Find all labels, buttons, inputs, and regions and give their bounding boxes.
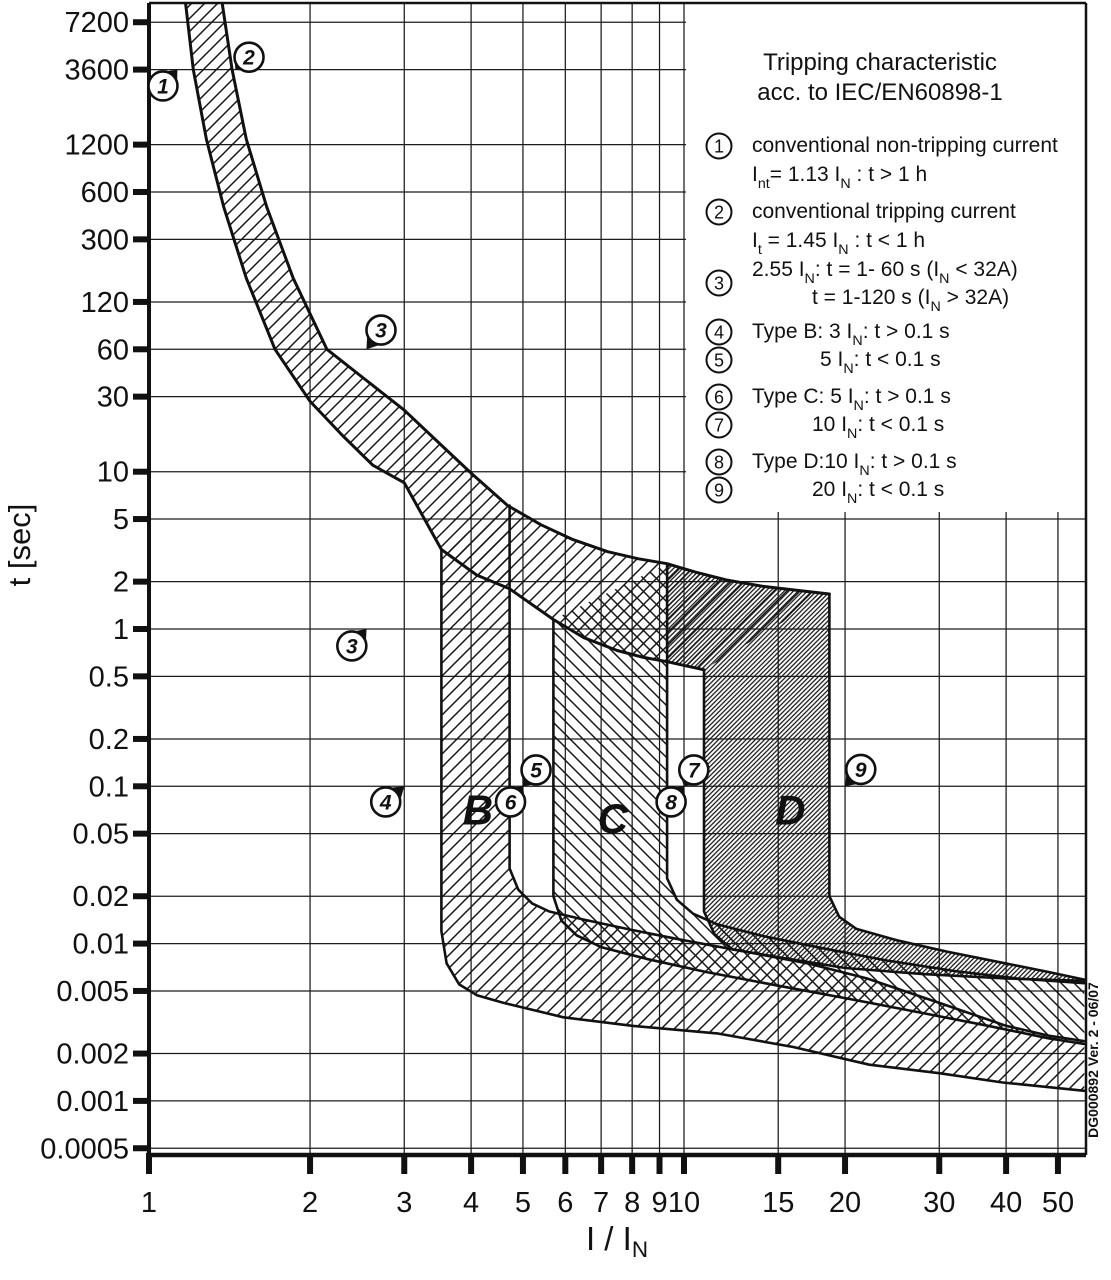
y-tick-label: 0.01 <box>72 928 129 961</box>
y-tick-label: 0.02 <box>72 881 129 914</box>
svg-text:8: 8 <box>665 791 677 815</box>
svg-text:3: 3 <box>713 273 725 294</box>
x-tick-label: 20 <box>828 1187 862 1219</box>
x-tick-label: 3 <box>396 1187 413 1219</box>
y-tick-label: 0.1 <box>88 771 129 804</box>
y-axis-title: t [sec] <box>2 503 37 587</box>
y-tick-label: 0.0005 <box>40 1133 129 1166</box>
y-tick-label: 0.05 <box>72 818 129 851</box>
svg-text:4: 4 <box>713 322 725 343</box>
y-tick-label: 2 <box>112 566 129 599</box>
svg-text:4: 4 <box>379 791 392 815</box>
svg-text:6: 6 <box>713 387 725 408</box>
x-tick-label: 15 <box>762 1187 795 1219</box>
x-tick-label: 1 <box>140 1187 158 1219</box>
svg-text:1: 1 <box>713 136 725 157</box>
y-tick-label: 3600 <box>64 54 129 87</box>
legend-item-text: Type B: 3 $I_N$: t > 0.1 s <box>752 320 950 349</box>
y-tick-label: 10 <box>96 456 129 489</box>
y-tick-label: 0.2 <box>88 723 129 756</box>
svg-text:9: 9 <box>713 480 725 501</box>
x-tick-label: 2 <box>301 1187 319 1219</box>
band-label-D: D <box>775 786 806 834</box>
svg-text:5: 5 <box>713 350 725 371</box>
svg-text:7: 7 <box>713 415 725 436</box>
svg-text:7: 7 <box>687 759 700 783</box>
marker-8 <box>657 786 686 816</box>
legend-item-text: 5 $I_N$: t < 0.1 s <box>820 348 941 377</box>
marker-9 <box>845 755 875 786</box>
legend-title-line: acc. to IEC/EN60898-1 <box>757 79 1003 106</box>
x-tick-label: 9 <box>651 1187 668 1219</box>
svg-text:2: 2 <box>243 46 255 70</box>
legend-item-text: 20 $I_N$: t < 0.1 s <box>812 478 945 507</box>
watermark: DG000892 Ver. 2 - 06/07 <box>1085 982 1101 1138</box>
y-tick-label: 30 <box>96 381 129 414</box>
legend-item-text: $I_{nt}= 1.13$ $I_N$ : t > 1 h <box>752 163 928 192</box>
y-tick-label: 0.5 <box>88 661 129 694</box>
svg-text:2: 2 <box>713 202 725 223</box>
y-tick-label: 1 <box>112 614 129 646</box>
marker-6 <box>496 786 525 816</box>
y-tick-label: 120 <box>80 286 129 319</box>
x-tick-label: 4 <box>463 1187 480 1219</box>
y-tick-label: 0.001 <box>56 1085 129 1118</box>
x-tick-label: 6 <box>557 1187 574 1219</box>
y-tick-label: 300 <box>80 224 129 257</box>
x-tick-label: 8 <box>624 1187 641 1219</box>
y-tick-label: 0.002 <box>56 1038 129 1071</box>
y-tick-label: 7200 <box>64 7 129 40</box>
band-label-C: C <box>597 794 628 842</box>
marker-7 <box>679 755 708 786</box>
x-tick-label: 50 <box>1041 1187 1075 1219</box>
x-axis-title: I / $I_N$ <box>585 1220 649 1262</box>
marker-1 <box>148 70 177 101</box>
x-tick-label: 5 <box>514 1187 532 1219</box>
legend-item-text: t = 1-120 s $(I_N > 32A)$ <box>812 286 1010 315</box>
svg-text:3: 3 <box>345 635 358 659</box>
legend-item-text: 2.55 $I_N$: t = 1- 60 s $(I_N < 32A)$ <box>752 258 1018 287</box>
legend-title-line: Tripping characteristic <box>763 49 997 76</box>
svg-text:8: 8 <box>713 452 725 473</box>
svg-text:6: 6 <box>504 791 517 815</box>
y-tick-label: 600 <box>80 176 129 209</box>
y-tick-label: 0.005 <box>56 975 129 1008</box>
x-tick-label: 30 <box>923 1187 956 1219</box>
x-tick-label: 10 <box>667 1187 701 1219</box>
svg-text:5: 5 <box>530 759 542 783</box>
y-tick-label: 5 <box>112 504 129 537</box>
legend-item-text: conventional non-tripping current <box>752 134 1058 157</box>
legend-item-text: $I_t = 1.45$ $I_N$ : t < 1 h <box>752 229 926 258</box>
legend-item-text: Type C: 5 $I_N$: t > 0.1 s <box>752 385 951 414</box>
legend-item-text: Type D:10 $I_N$: t > 0.1 s <box>752 450 957 479</box>
marker-5 <box>522 755 551 786</box>
x-tick-label: 40 <box>989 1187 1023 1219</box>
x-tick-label: 7 <box>593 1187 610 1219</box>
y-tick-label: 60 <box>96 334 129 367</box>
svg-text:3: 3 <box>375 319 387 343</box>
y-tick-label: 1200 <box>64 129 129 162</box>
legend-item-text: conventional tripping current <box>752 200 1016 223</box>
marker-2 <box>235 43 264 72</box>
svg-text:9: 9 <box>854 758 867 782</box>
band-label-B: B <box>462 786 494 834</box>
svg-text:1: 1 <box>157 75 169 99</box>
legend-item-text: 10 $I_N$: t < 0.1 s <box>812 413 945 442</box>
